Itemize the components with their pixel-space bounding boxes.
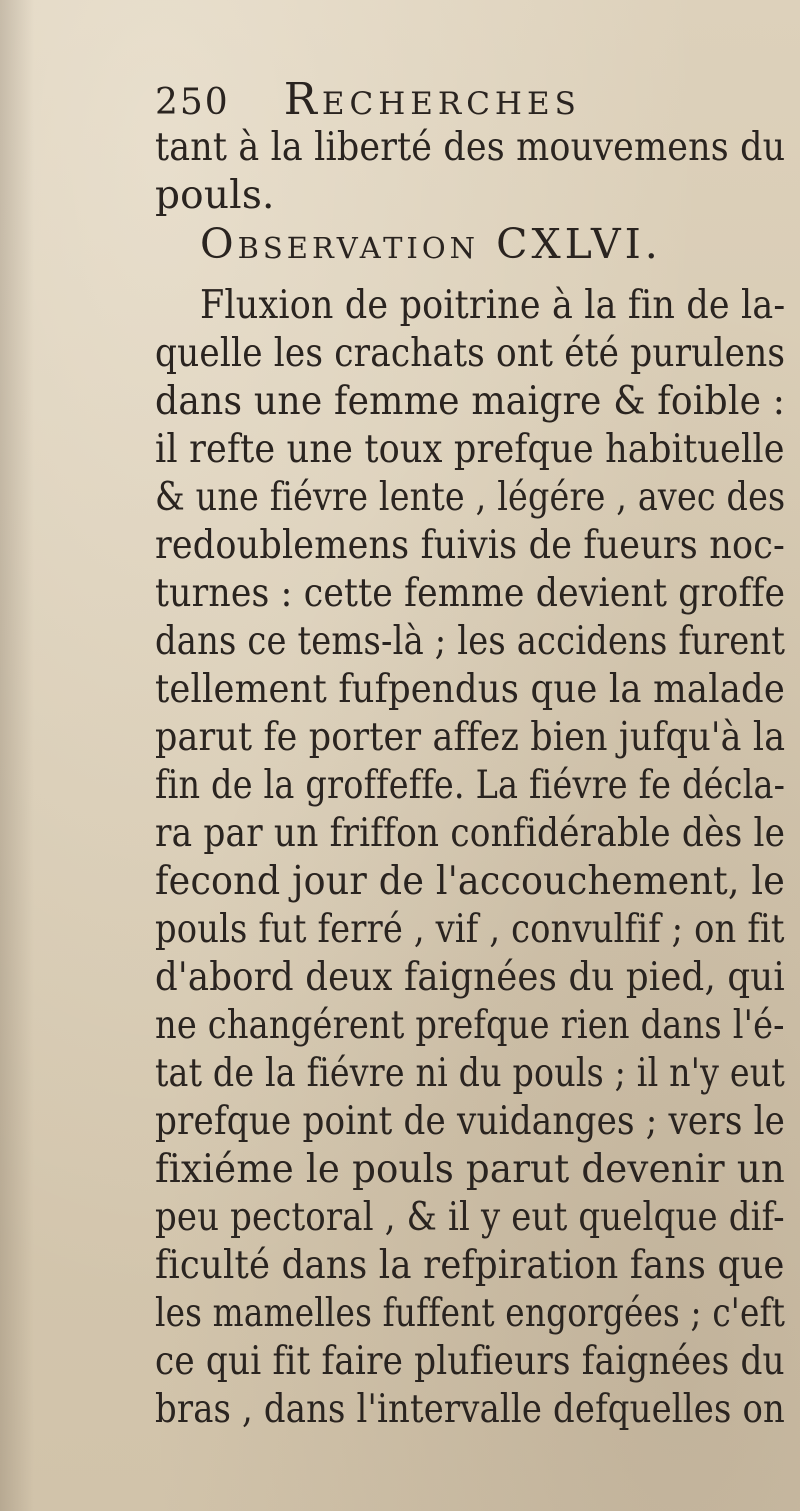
- running-head: Recherches: [283, 74, 581, 125]
- text-line: fin de la groffeffe. La fiévre fe décla-: [155, 763, 786, 808]
- text-line: dans ce tems-là ; les accidens furent: [155, 619, 786, 664]
- text-line: peu pectoral , & il y eut quelque dif-: [155, 1195, 785, 1240]
- text-line: quelle les crachats ont été purulens: [155, 331, 786, 376]
- text-line: ra par un friffon confidérable dès le: [155, 811, 786, 856]
- page-header: [155, 74, 581, 130]
- text-line: tellement fufpendus que la malade: [155, 667, 785, 712]
- text-line: prefque point de vuidanges ; vers le: [155, 1099, 786, 1144]
- page-number: 250: [155, 82, 230, 123]
- text-line: il refte une toux prefque habituelle: [155, 427, 785, 472]
- text-line: tat de la fiévre ni du pouls ; il n'y eut: [155, 1051, 785, 1096]
- text-line: Fluxion de poitrine à la fin de la-: [200, 283, 786, 328]
- text-line: bras , dans l'intervalle defquelles on: [155, 1387, 786, 1432]
- observation-heading: Observation CXLVI.: [200, 220, 662, 268]
- text-line: dans une femme maigre & foible :: [155, 379, 786, 424]
- text-line: pouls.: [155, 173, 275, 218]
- text-line: ne changérent prefque rien dans l'é-: [155, 1003, 785, 1048]
- text-line: ficulté dans la refpiration fans que: [155, 1243, 785, 1288]
- text-line: pouls fut ferré , vif , convulfif ; on fit: [155, 907, 785, 952]
- text-line: turnes : cette femme devient groffe: [155, 571, 786, 616]
- text-line: tant à la liberté des mouvemens du: [155, 125, 786, 170]
- text-line: & une fiévre lente , légére , avec des: [155, 475, 786, 520]
- text-line: d'abord deux faignées du pied, qui: [155, 955, 785, 1000]
- page-gutter-shadow: [0, 0, 34, 1511]
- text-line: ce qui fit faire plufieurs faignées du: [155, 1339, 785, 1384]
- text-line: parut fe porter affez bien jufqu'à la: [155, 715, 786, 760]
- text-line: redoublemens fuivis de fueurs noc-: [155, 523, 785, 568]
- text-line: les mamelles fuffent engorgées ; c'eft: [155, 1291, 786, 1336]
- text-line: fixiéme le pouls parut devenir un: [155, 1147, 786, 1192]
- text-line: fecond jour de l'accouchement, le: [155, 859, 786, 904]
